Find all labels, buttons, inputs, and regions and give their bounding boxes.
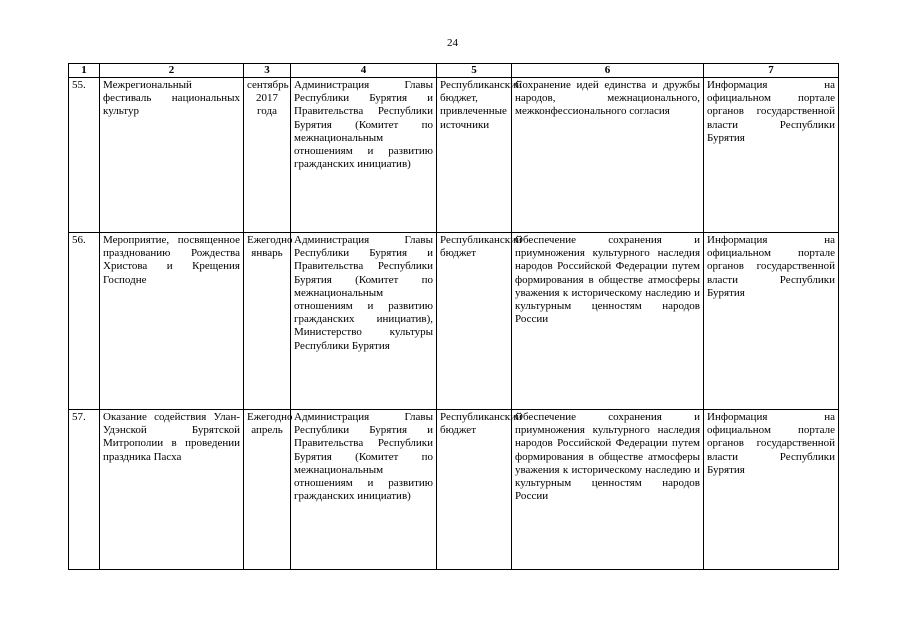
- responsible-body: Администрация Главы Республики Бурятия и Правительства Республики Бурятия (Комитет по межнациональным отношениям и развитию гражданских инициатив): [291, 410, 437, 570]
- column-header: 5: [437, 64, 512, 78]
- header-row: [69, 64, 839, 78]
- funding-source: Республиканский бюджет: [437, 410, 512, 570]
- table-row: [69, 410, 839, 570]
- event-goal: Обеспечение сохранения и приумножения культурного наследия народов Российской Федерации путем формирования в обществе атмосферы уважения к историческому наследию и культурным ценностям народов России: [512, 410, 704, 570]
- event-goal: Обеспечение сохранения и приумножения культурного наследия народов Российской Федерации путем формирования в обществе атмосферы уважения к историческому наследию и культурным ценностям народов России: [512, 233, 704, 410]
- event-name: Оказание содействия Улан-Удэнской Бурятской Митрополии в проведении праздника Пасха: [100, 410, 244, 570]
- reporting-form: Информация на официальном портале органов государственной власти Республики Бурятия: [704, 78, 839, 233]
- funding-source: Республиканский бюджет: [437, 233, 512, 410]
- page-number: 24: [447, 37, 458, 49]
- column-header: 3: [244, 64, 291, 78]
- column-header: 1: [69, 64, 100, 78]
- event-date: Ежегодно апрель: [244, 410, 291, 570]
- responsible-body: Администрация Главы Республики Бурятия и Правительства Республики Бурятия (Комитет по межнациональным отношениям и развитию гражданских инициатив), Министерство культуры Республики Бурятия: [291, 233, 437, 410]
- event-date: сентябрь 2017 года: [244, 78, 291, 233]
- reporting-form: Информация на официальном портале органов государственной власти Республики Бурятия: [704, 410, 839, 570]
- table-row: [69, 233, 839, 410]
- column-header: 6: [512, 64, 704, 78]
- funding-source: Республиканский бюджет, привлеченные источники: [437, 78, 512, 233]
- column-header: 7: [704, 64, 839, 78]
- table-row: [69, 78, 839, 233]
- column-header: 4: [291, 64, 437, 78]
- event-date: Ежегодно январь: [244, 233, 291, 410]
- events-table: [68, 63, 839, 570]
- row-number: 55.: [69, 78, 100, 233]
- event-name: Межрегиональный фестиваль национальных культур: [100, 78, 244, 233]
- event-goal: Сохранение идей единства и дружбы народов, межнационального, межконфессионального согласия: [512, 78, 704, 233]
- row-number: 56.: [69, 233, 100, 410]
- column-header: 2: [100, 64, 244, 78]
- reporting-form: Информация на официальном портале органов государственной власти Республики Бурятия: [704, 233, 839, 410]
- event-name: Мероприятие, посвященное празднованию Рождества Христова и Крещения Господне: [100, 233, 244, 410]
- row-number: 57.: [69, 410, 100, 570]
- responsible-body: Администрация Главы Республики Бурятия и Правительства Республики Бурятия (Комитет по межнациональным отношениям и развитию гражданских инициатив): [291, 78, 437, 233]
